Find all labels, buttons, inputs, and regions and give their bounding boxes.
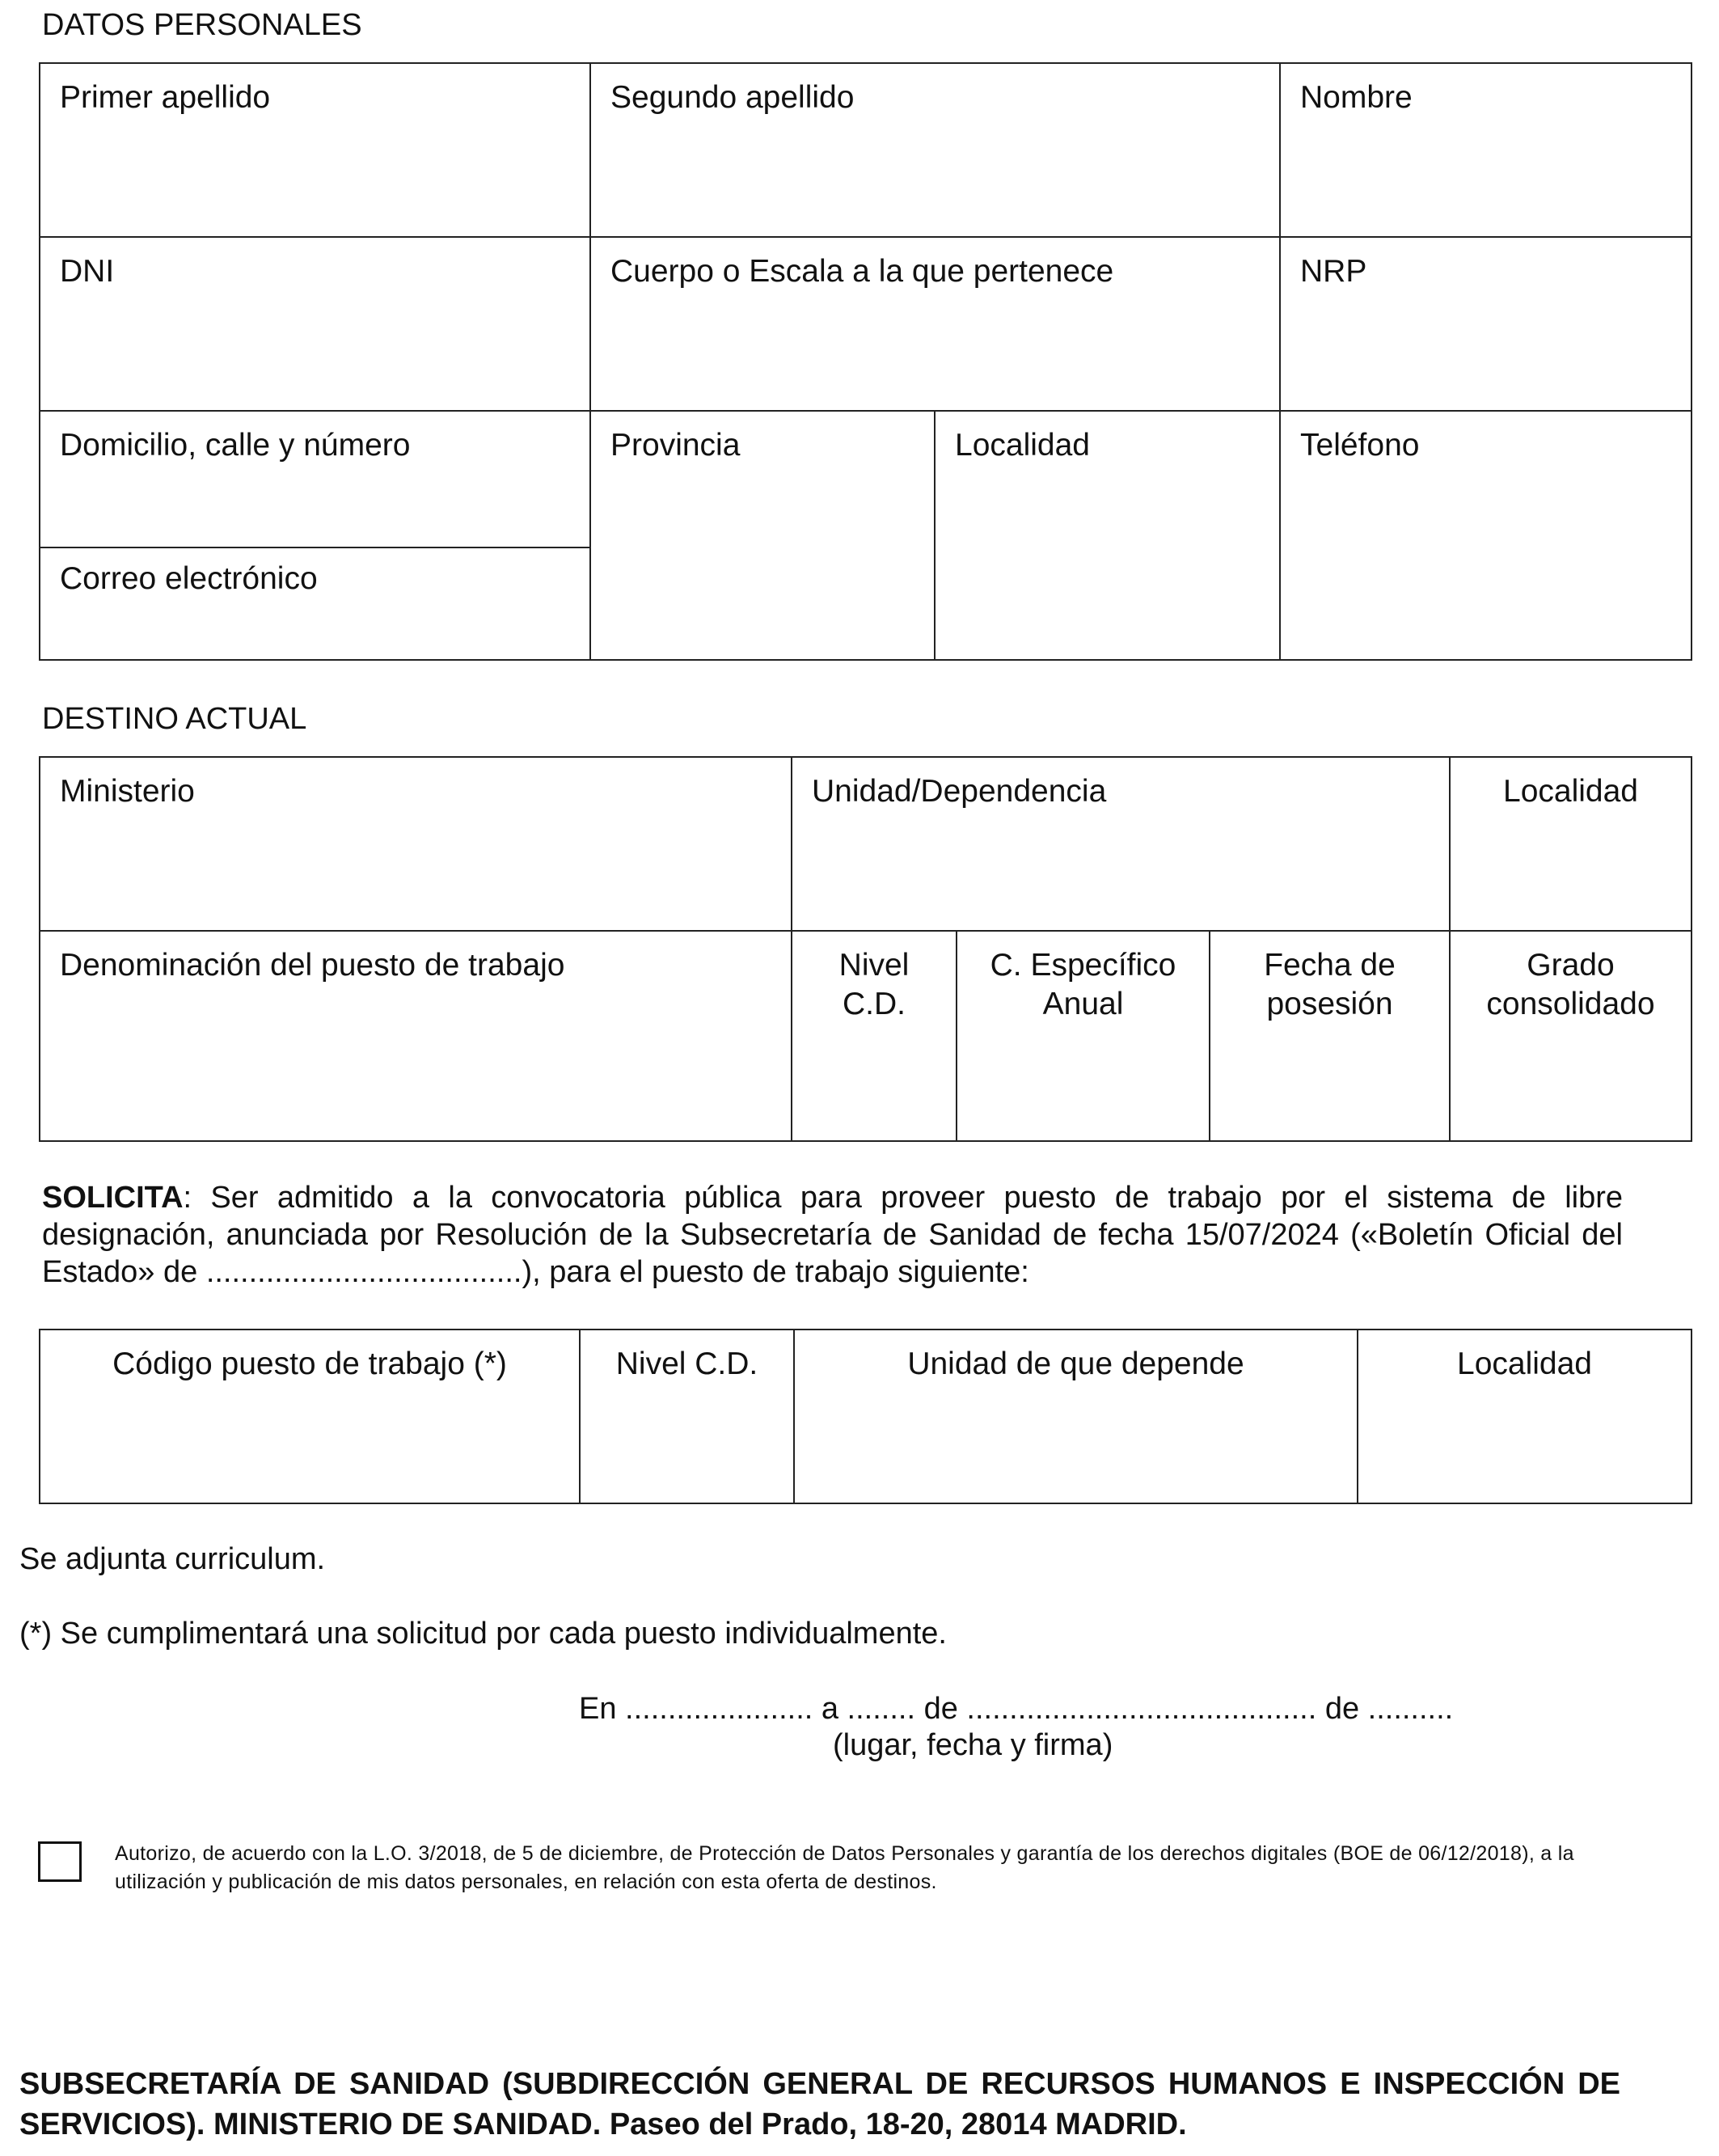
cell-destino-localidad[interactable] <box>1450 757 1692 931</box>
destino-table <box>39 756 1692 1142</box>
cell-segundo-apellido[interactable] <box>590 63 1280 237</box>
label-denominacion: Denominación del puesto de trabajo <box>60 948 565 983</box>
label-nrp: NRP <box>1300 254 1367 289</box>
label-destino-localidad: Localidad <box>1503 774 1638 809</box>
cell-fecha-posesion[interactable] <box>1210 931 1450 1141</box>
cell-telefono[interactable] <box>1280 411 1692 660</box>
individual-note: (*) Se cumplimentará una solicitud por cada puesto individualmente. <box>19 1617 947 1651</box>
solicita-paragraph <box>42 1179 1623 1291</box>
authorization-checkbox[interactable] <box>38 1841 82 1882</box>
cell-nombre[interactable] <box>1280 63 1692 237</box>
cell-primer-apellido[interactable] <box>40 63 590 237</box>
label-nivel: Nivel C.D. <box>838 948 910 1021</box>
label-puesto-nivel: Nivel C.D. <box>615 1346 758 1381</box>
cell-puesto-localidad[interactable] <box>1358 1330 1692 1503</box>
footer-address: SUBSECRETARÍA DE SANIDAD (SUBDIRECCIÓN GENERAL DE RECURSOS HUMANOS E INSPECCIÓN DE SERVICIOS). MINISTERIO DE SANIDAD. Paseo del Prado, 18-20, 28014 MADRID. <box>19 2067 1620 2141</box>
authorization-text: Autorizo, de acuerdo con la L.O. 3/2018, de 5 de diciembre, de Protección de Datos Personales y garantía de los derechos digitales (BOE de 06/12/2018), a la utilización y publicación de mis datos personales, en relación con esta oferta de destinos. <box>115 1842 1574 1893</box>
solicita-text: : Ser admitido a la convocatoria pública para proveer puesto de trabajo por el sistema de libre designación, anunciada por Resolución de la Subsecretaría de Sanidad de fecha 15/07/2024 («Boletín Oficial del Estado» de .....................................), para el puesto de trabajo siguiente: <box>42 1181 1623 1289</box>
solicita-label: SOLICITA <box>42 1181 184 1215</box>
curriculum-note: Se adjunta curriculum. <box>19 1542 326 1576</box>
signature-caption: (lugar, fecha y firma) <box>833 1728 1113 1762</box>
label-ministerio: Ministerio <box>60 774 195 809</box>
cell-grado[interactable] <box>1450 931 1692 1141</box>
cell-denominacion[interactable] <box>40 931 792 1141</box>
label-correo: Correo electrónico <box>60 561 318 596</box>
cell-correo[interactable] <box>40 547 590 660</box>
cell-localidad[interactable] <box>935 411 1280 660</box>
cell-especifico[interactable] <box>957 931 1210 1141</box>
label-cuerpo: Cuerpo o Escala a la que pertenece <box>610 254 1114 289</box>
label-codigo-puesto: Código puesto de trabajo (*) <box>112 1346 507 1381</box>
label-provincia: Provincia <box>610 428 741 463</box>
cell-nivel[interactable] <box>792 931 957 1141</box>
label-dni: DNI <box>60 254 115 289</box>
cell-cuerpo[interactable] <box>590 237 1280 411</box>
destino-section-title: DESTINO ACTUAL <box>42 702 307 736</box>
label-segundo-apellido: Segundo apellido <box>610 80 855 115</box>
label-primer-apellido: Primer apellido <box>60 80 271 115</box>
cell-nrp[interactable] <box>1280 237 1692 411</box>
cell-provincia[interactable] <box>590 411 935 660</box>
personal-section-title: DATOS PERSONALES <box>42 8 362 42</box>
label-puesto-localidad: Localidad <box>1457 1346 1592 1381</box>
cell-domicilio[interactable] <box>40 411 590 547</box>
signature-line: En ...................... a ........ de ......................................... de .......... <box>579 1692 1454 1726</box>
label-unidad: Unidad/Dependencia <box>812 774 1107 809</box>
label-especifico: C. Específico Anual <box>990 948 1176 1021</box>
cell-unidad[interactable] <box>792 757 1450 931</box>
puesto-table <box>39 1329 1692 1504</box>
cell-puesto-nivel[interactable] <box>580 1330 794 1503</box>
cell-puesto-unidad[interactable] <box>794 1330 1358 1503</box>
label-puesto-unidad: Unidad de que depende <box>907 1346 1244 1381</box>
label-localidad: Localidad <box>955 428 1090 463</box>
label-domicilio: Domicilio, calle y número <box>60 428 411 463</box>
cell-codigo-puesto[interactable] <box>40 1330 580 1503</box>
cell-dni[interactable] <box>40 237 590 411</box>
cell-ministerio[interactable] <box>40 757 792 931</box>
label-telefono: Teléfono <box>1300 428 1420 463</box>
label-nombre: Nombre <box>1300 80 1413 115</box>
personal-data-table <box>39 62 1692 661</box>
label-fecha-posesion: Fecha de posesión <box>1264 948 1396 1021</box>
label-grado: Grado consolidado <box>1486 948 1655 1021</box>
